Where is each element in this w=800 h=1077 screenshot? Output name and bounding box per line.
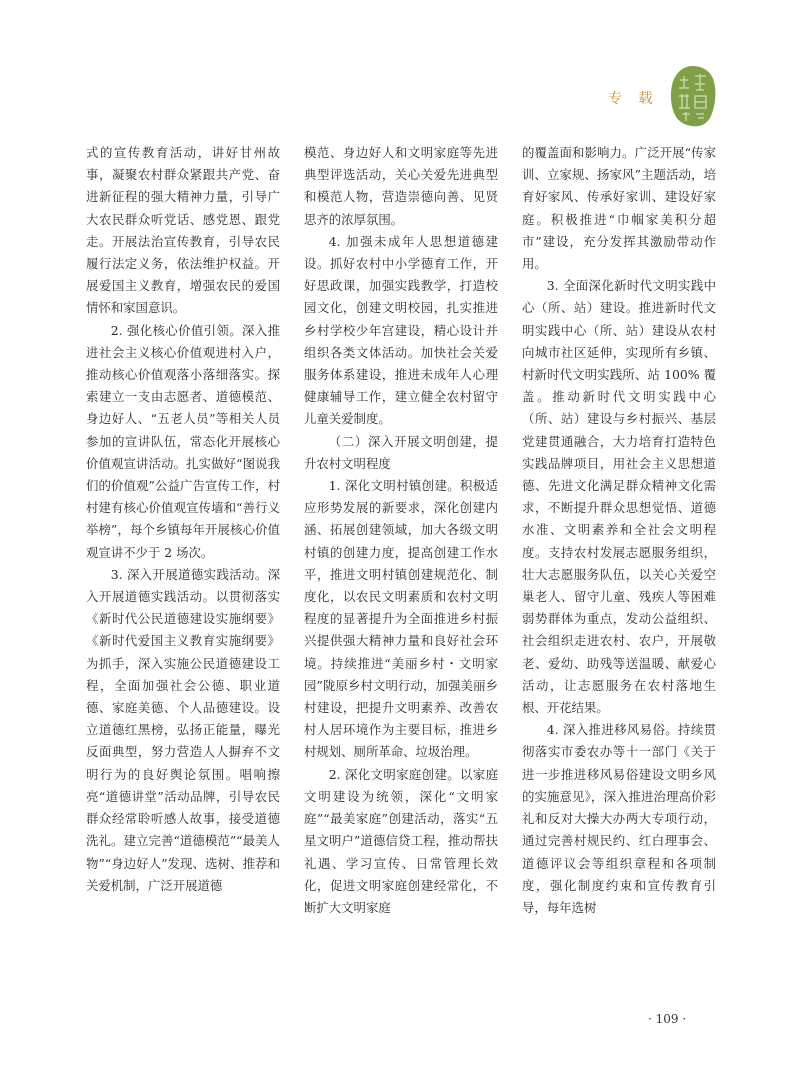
page-number: · 109 · [648,1012,687,1026]
article-columns [86,142,716,919]
text-column-1 [86,142,280,919]
paragraph: 4. 深入推进移风易俗。持续贯彻落实市委农办等十一部门《关于进一步推进移风易俗建设文明乡风的实施意见》，深入推进治理高价彩礼和反对大操大办两大专项行动，通过完善村规民约、红白理事会、道德评议会等组织章程和各项制度，强化制度约束和宣传教育引导，每年选树 [522,722,716,915]
section-heading: （二）深入开展文明创建，提升农村文明程度 [304,433,498,471]
paragraph: 1. 深化文明村镇创建。积极适应形势发展的新要求，深化创建内涵、拓展创建领域，加大各级文明村镇的创建力度，提高创建工作水平，推进文明村镇创建规范化、制度化，以农民文明素质和农村文明程度的显著提升为全面推进乡村振兴提供强大精神力量和良好社会环境。持续推进“美丽乡村・文明家园”陇原乡村文明行动，加强美丽乡村建设，把提升文明素养、改善农村人居环境作为主要目标，推进乡村规划、厕所革命、垃圾治理。 [304,478,498,760]
section-label: 专 载 [608,91,659,107]
page-header [0,64,800,134]
paragraph: 的覆盖面和影响力。广泛开展“传家训、立家规、扬家风”主题活动，培育好家风、传承好家训、建设好家庭。积极推进“巾帼家美积分超市”建设，充分发挥其激励带动作用。 [522,145,716,272]
paragraph: 2. 强化核心价值引领。深入推进社会主义核心价值观进村入户，推动核心价值观落小落细落实。探索建立一支由志愿者、道德模范、身边好人、“五老人员”等相关人员参加的宣讲队伍，常态化开展核心价值观宣讲活动。扎实做好“图说我们的价值观”公益广告宣传工作，村村建有核心价值观宣传墙和“善行义举榜”，每个乡镇每年开展核心价值观宣讲不少于 2 场次。 [86,322,280,560]
paragraph: 模范、身边好人和文明家庭等先进典型评选活动，关心关爱先进典型和模范人物，营造崇德向善、见贤思齐的浓厚氛围。 [304,145,498,227]
paragraph: 3. 全面深化新时代文明实践中心（所、站）建设。推进新时代文明实践中心（所、站）建设从农村向城市社区延伸，实现所有乡镇、村新时代文明实践所、站 100% 覆盖。推动新时代文明实践中心（所、站）建设与乡村振兴、基层党建贯通融合，大力培育打造特色实践品牌项目，用社会主义思想道德、先进文化满足群众精神文化需求，不断提升群众思想觉悟、道德水准、文明素养和全社会文明程度。支持农村发展志愿服务组织，壮大志愿服务队伍，以关心关爱空巢老人、留守儿童、残疾人等困难弱势群体为重点，发动公益组织、社会组织走进农村、农户，开展敬老、爱幼、助残等送温暖、献爱心活动，让志愿服务在农村落地生根、开花结果。 [522,278,716,716]
seal-stamp-icon [668,64,718,128]
paragraph: 2. 深化文明家庭创建。以家庭文明建设为统领，深化“文明家庭”“最美家庭”创建活动，落实“五星文明户”道德信贷工程，推动帮扶礼遇、学习宣传、日常管理长效化，促进文明家庭创建经常化，不断扩大文明家庭 [304,766,498,915]
text-column-3 [522,142,716,919]
paragraph: 3. 深入开展道德实践活动。深入开展道德实践活动。以贯彻落实《新时代公民道德建设实施纲要》《新时代爱国主义教育实施纲要》为抓手，深入实施公民道德建设工程，全面加强社会公德、职业道德、家庭美德、个人品德建设。设立道德红黑榜，弘扬正能量，曝光反面典型，努力营造人人摒弃不文明行为的良好舆论氛围。唱响擦亮“道德讲堂”活动品牌，引导农民群众经常聆听感人故事，接受道德洗礼。建立完善“道德模范”“最美人物”“身边好人”发现、选树、推荐和关爱机制，广泛开展道德 [86,566,280,893]
paragraph: 4. 加强未成年人思想道德建设。抓好农村中小学德育工作，开好思政课，加强实践教学，打造校园文化，创建文明校园，扎实推进乡村学校少年宫建设，精心设计并组织各类文体活动。加快社会关爱服务体系建设，推进未成年人心理健康辅导工作，建立健全农村留守儿童关爱制度。 [304,233,498,427]
text-column-2 [304,142,498,919]
paragraph: 式的宣传教育活动，讲好甘州故事，凝聚农村群众紧跟共产党、奋进新征程的强大精神力量，引导广大农民群众听党话、感党恩、跟党走。开展法治宣传教育，引导农民履行法定义务，依法维护权益。开展爱国主义教育，增强农民的爱国情怀和家国意识。 [86,145,280,316]
